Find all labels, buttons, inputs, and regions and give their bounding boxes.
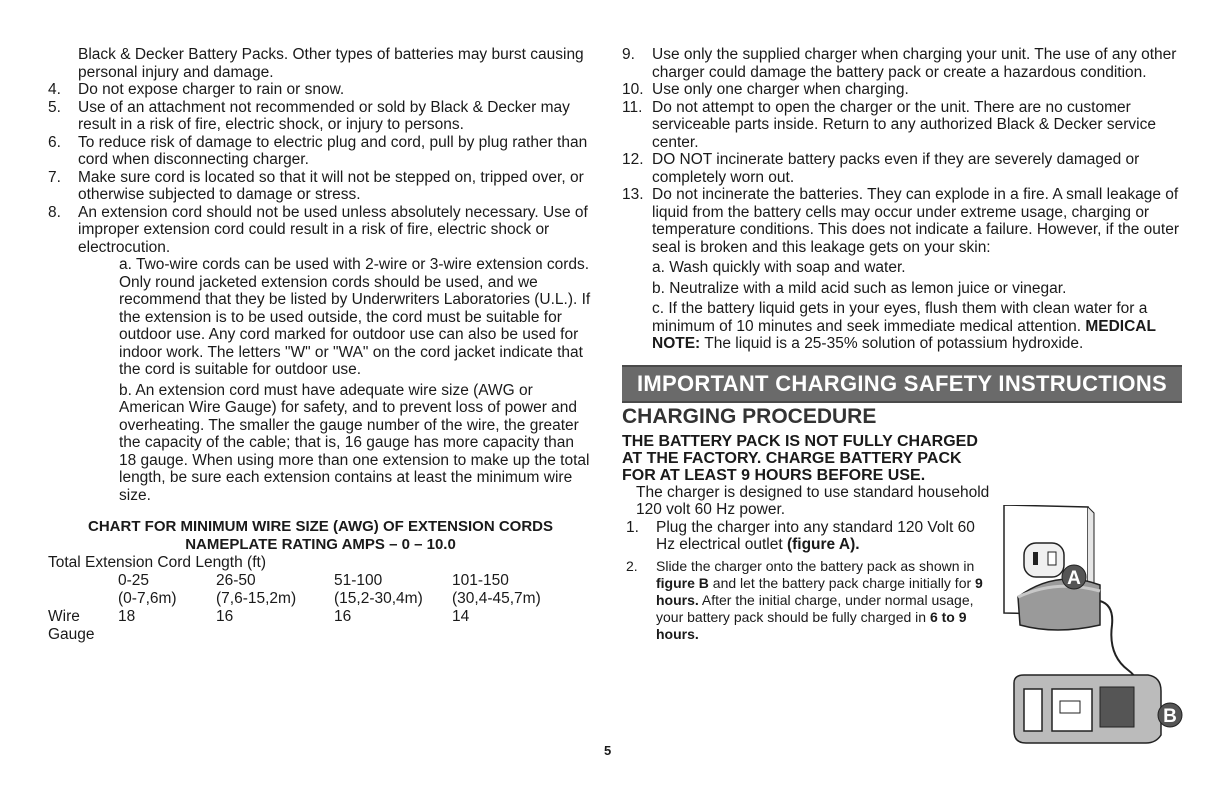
charger-illustration <box>996 505 1186 745</box>
table-cell: 101-150 <box>452 572 509 589</box>
subitem-b: b. Neutralize with a mild acid such as lemon juice or vinegar. <box>652 279 1067 297</box>
item-number: 12. <box>622 151 644 168</box>
step-2-text-b: and let the battery pack charge initially for <box>712 574 972 591</box>
table-cell: (15,2-30,4m) <box>334 590 423 607</box>
gauge-label: Gauge <box>48 626 95 643</box>
item-number: 11. <box>622 98 643 116</box>
table-cell: (30,4-45,7m) <box>452 590 541 607</box>
item-number: 4. <box>48 81 61 98</box>
procedure-title: CHARGING PROCEDURE <box>622 404 877 428</box>
item-text: An extension cord should not be used unless absolutely necessary. Use of improper extension cord could result in a risk of fire, electric shock or electrocution. <box>78 203 588 256</box>
table-cell: 0-25 <box>118 572 150 589</box>
initial-hours: 9 hours. <box>656 574 983 608</box>
step-number: 2. <box>626 557 638 574</box>
wire-chart-title: CHART FOR MINIMUM WIRE SIZE (AWG) OF EXTENSION CORDS <box>88 518 553 535</box>
table-row <box>48 590 593 608</box>
medical-note-label: MEDICAL NOTE: <box>652 317 1156 352</box>
list-item-6 <box>48 134 593 169</box>
item-text: Do not incinerate the batteries. They can explode in a fire. A small leakage of liquid from the battery cells may occur under extreme usage, charging or temperature conditions. This does not indicate a failure. However, if the outer seal is broken and this leakage gets on your skin: <box>652 186 1180 256</box>
length-label-row <box>48 554 593 572</box>
item-number: 6. <box>48 133 61 151</box>
list-item-11 <box>622 99 1182 152</box>
table-cell: (7,6-15,2m) <box>216 590 297 607</box>
battery-intro: Black & Decker Battery Packs. Other types of batteries may burst causing personal injury and damage. <box>78 46 584 81</box>
outlet-icon <box>1024 543 1064 577</box>
item-text: Do not expose charger to rain or snow. <box>78 81 345 98</box>
safety-banner: IMPORTANT CHARGING SAFETY INSTRUCTIONS <box>622 365 1182 403</box>
item-number: 13. <box>622 186 644 203</box>
item-text: DO NOT incinerate battery packs even if they are severely damaged or completely worn out. <box>652 151 1140 186</box>
table-cell: (0-7,6m) <box>118 590 177 607</box>
list-item-13 <box>622 186 1182 256</box>
charger-intro: The charger is designed to use standard household 120 volt 60 Hz power. <box>636 483 990 518</box>
charge-range: 6 to 9 hours. <box>656 608 967 642</box>
item-number: 5. <box>48 98 61 116</box>
table-cell: 16 <box>216 608 234 625</box>
table-cell <box>48 572 118 590</box>
step-2-text-a: Slide the charger onto the battery pack as shown in <box>656 557 975 574</box>
battery-pack <box>1014 675 1161 743</box>
table-row <box>48 626 593 644</box>
list-item-10 <box>622 81 1182 99</box>
figure-b-badge <box>1158 703 1182 727</box>
wire-chart-subtitle: NAMEPLATE RATING AMPS – 0 – 10.0 <box>185 536 456 553</box>
list-item-4 <box>48 81 593 99</box>
figure-b-label: B <box>1163 706 1177 727</box>
table-row <box>48 572 593 590</box>
table-cell: 18 <box>118 608 136 625</box>
table-cell: 51-100 <box>334 572 383 589</box>
step-1 <box>626 519 986 554</box>
list-item-9 <box>622 46 1182 81</box>
step-text <box>656 558 986 643</box>
item-text: Do not attempt to open the charger or the unit. There are no customer serviceable parts inside. Return to any authorized Black & Decker service center. <box>652 98 1156 151</box>
figure-a-label: A <box>1067 568 1081 589</box>
item-number: 7. <box>48 168 61 186</box>
list-item-12 <box>622 151 1182 186</box>
medical-note-text: The liquid is a 25-35% solution of potassium hydroxide. <box>704 335 1084 352</box>
list-item-7 <box>48 169 593 204</box>
subitem-b: b. An extension cord must have adequate wire size (AWG or American Wire Gauge) for safety, and to prevent loss of power and overheating. The smaller the gauge number of the wire, the greater the capacity of the cable; that is, 16 gauge has more capacity than 18 gauge. When using more than one extension to make up the total length, be sure each extension contains at least the minimum wire size. <box>119 381 590 504</box>
subitem-a: a. Two-wire cords can be used with 2-wire or 3-wire extension cords. Only round jacketed extension cords should be used, and we recommend that they be listed by Underwriters Laboratories (U.L.). If the extension is to be used outside, the cord must be suitable for outdoor use. Any cord marked for outdoor use can also be used for indoor work. The letters "W" or "WA" on the cord jacket indicate that the cord is suitable for outdoor use. <box>119 256 591 378</box>
table-cell: 14 <box>452 608 470 625</box>
subitem-c <box>652 300 1182 353</box>
step-text <box>656 519 986 554</box>
list-item-8 <box>48 204 593 257</box>
subitem-c-text: c. If the battery liquid gets in your eyes, flush them with clean water for a minimum of 10 minutes and seek immediate medical attention. <box>652 300 1148 335</box>
table-cell <box>48 590 118 608</box>
item-text: Use only the supplied charger when charging your unit. The use of any other charger could damage the battery pack or create a hazardous condition. <box>652 46 1177 81</box>
figure-b-ref: figure B <box>656 574 709 591</box>
length-label: Total Extension Cord Length (ft) <box>48 554 266 571</box>
step-1-text: Plug the charger into any standard 120 Volt 60 Hz electrical outlet <box>656 518 975 553</box>
item-number: 9. <box>622 46 635 63</box>
item-text: Make sure cord is located so that it will not be stepped on, tripped over, or otherwise subjected to damage or stress. <box>78 168 584 203</box>
step-number: 1. <box>626 518 639 536</box>
item-text: Use only one charger when charging. <box>652 81 909 98</box>
item-number: 8. <box>48 203 61 221</box>
step-2-text-c: After the initial charge, under normal usage, your battery pack should be fully charged in <box>656 591 974 625</box>
figure-a-ref: (figure A). <box>786 536 860 553</box>
step-2 <box>626 558 986 643</box>
figure-a-badge <box>1062 565 1086 589</box>
charge-warning: THE BATTERY PACK IS NOT FULLY CHARGED AT THE FACTORY. CHARGE BATTERY PACK FOR AT LEAST 9 HOURS BEFORE USE. <box>622 432 978 484</box>
item-text: To reduce risk of damage to electric plug and cord, pull by plug rather than cord when disconnecting charger. <box>78 133 588 168</box>
subitem-a: a. Wash quickly with soap and water. <box>652 259 906 276</box>
table-cell: 16 <box>334 608 352 625</box>
table-row <box>48 608 593 626</box>
page-number: 5 <box>604 743 612 758</box>
list-item-5 <box>48 99 593 134</box>
table-cell: 26-50 <box>216 572 256 589</box>
left-column <box>48 46 593 644</box>
item-text: Use of an attachment not recommended or sold by Black & Decker may result in a risk of fire, electric shock, or injury to persons. <box>78 98 570 133</box>
wire-label: Wire <box>48 608 80 625</box>
item-number: 10. <box>622 81 644 98</box>
